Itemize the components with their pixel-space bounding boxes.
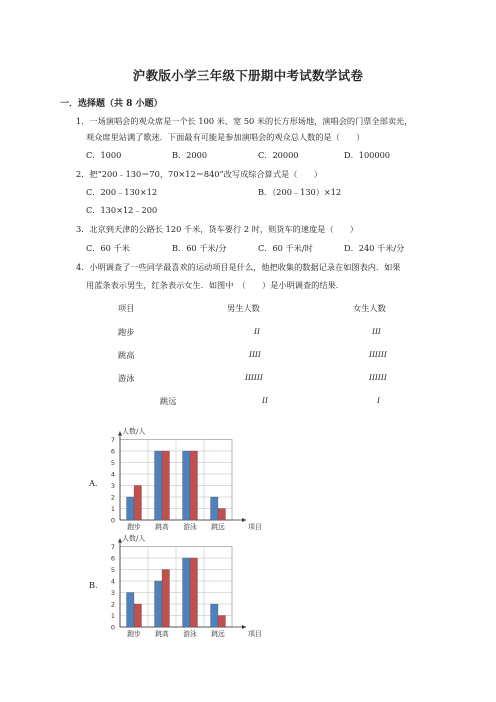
chart-b-y-tick-label: 7: [110, 543, 115, 551]
q3-line1: 3．北京到天津的公路长 120 千米，货车要行 2 时，则货车的速度是（ ）: [76, 224, 359, 234]
chart-a-y-axis-label: 人数/人: [122, 427, 146, 436]
chart-b-y-tick-label: 2: [110, 600, 115, 609]
chart-b-x-tick-label: 游泳: [183, 630, 197, 638]
chart-a-bar: [134, 486, 142, 521]
q2-option-a[interactable]: C．200﹣130×12: [86, 187, 158, 197]
q4-line2: 用蓝条表示男生，红条表示女生．如图中 （ ）是小明调查的结果．: [86, 280, 344, 290]
q3-option-b[interactable]: B．60 千米/分: [172, 243, 227, 253]
q3-option-a[interactable]: C．60 千米: [86, 243, 130, 253]
q2-line1: 2．把“200﹣130＝70，70×12＝840”改写成综合算式是（ ）: [76, 169, 322, 179]
chart-a-x-tick-label: 游泳: [183, 523, 197, 531]
chart-a-bar: [211, 497, 219, 520]
table-row-label: 跳远: [160, 396, 177, 406]
q4-line1: 4．小明调查了一些同学最喜欢的运动项目是什么，他把收集的数据记录在如图表内．如果: [76, 262, 401, 272]
chart-a-y-tick-label: 6: [110, 447, 115, 456]
chart-a-bar: [190, 451, 198, 520]
chart-b-x-tick-label: 跑步: [127, 630, 141, 638]
chart-b-y-tick-label: 5: [110, 566, 115, 574]
chart-b-y-tick-label: 6: [110, 554, 115, 563]
chart-a-x-tick-label: 跑步: [127, 523, 141, 531]
table-row-label: 游泳: [118, 373, 135, 383]
chart-b-y-tick-label: 0: [110, 623, 115, 632]
chart-b-y-axis-label: 人数/人: [122, 534, 146, 543]
chart-b-x-tick-label: 跳远: [211, 630, 225, 638]
chart-a-y-tick-label: 2: [110, 493, 115, 502]
chart-b-x-axis-arrow: [242, 625, 246, 629]
chart-b-x-axis-label: 项目: [248, 630, 262, 638]
table-cell-tally: IIIIII: [369, 373, 387, 382]
q2-option-c[interactable]: C．130×12﹣200: [86, 205, 158, 215]
chart-a-bar: [162, 451, 170, 520]
chart-a-x-axis-arrow: [242, 518, 246, 522]
chart-a-x-tick-label: 跳高: [155, 523, 169, 531]
chart-b-bar: [155, 581, 163, 627]
chart-a-y-tick-label: 5: [110, 459, 115, 467]
chart-b-bar: [134, 604, 142, 627]
q1-option-c[interactable]: C．20000: [258, 150, 299, 160]
bar-chart-b: [96, 532, 276, 644]
chart-b-y-tick-label: 3: [110, 589, 115, 597]
table-cell-tally: IIIIII: [245, 373, 263, 382]
q1-line1: 1．一场演唱会的观众席是一个长 100 米、宽 50 米的长方形场地，演唱会的门票全部卖光，: [76, 116, 413, 126]
chart-a-bar: [127, 497, 135, 520]
section-heading: 一．选择题（共 8 小题）: [60, 99, 163, 109]
table-header-boys: 男生人数: [227, 303, 260, 313]
chart-a-y-tick-label: 1: [110, 505, 115, 513]
chart-a-y-tick-label: 7: [110, 436, 115, 444]
chart-a-y-tick-label: 0: [110, 516, 115, 525]
q3-option-d[interactable]: D．240 千米/分: [344, 243, 405, 253]
q2-option-b[interactable]: B．（200﹣130）×12: [258, 187, 342, 197]
table-row-label: 跑步: [118, 327, 135, 337]
chart-a-bar: [183, 451, 191, 520]
chart-a-x-tick-label: 跳远: [211, 523, 225, 531]
q1-option-b[interactable]: B．2000: [172, 150, 208, 160]
chart-a-x-axis-label: 项目: [248, 523, 262, 531]
page-title: 沪教版小学三年级下册期中考试数学试卷: [132, 68, 364, 83]
chart-b-bar: [190, 558, 198, 627]
table-cell-tally: IIII: [249, 350, 261, 359]
chart-b-bar: [211, 604, 219, 627]
table-header-item: 项目: [118, 303, 135, 313]
chart-a-label[interactable]: A.: [89, 478, 98, 488]
q1-line2: 观众席里站满了歌迷．下面最有可能是参加演唱会的观众总人数的是（ ）: [86, 132, 365, 142]
table-cell-tally: III: [372, 327, 381, 336]
chart-b-bar: [127, 593, 135, 628]
chart-a-bar: [218, 509, 226, 521]
table-header-girls: 女生人数: [353, 303, 386, 313]
table-cell-tally: IIIIII: [369, 350, 387, 359]
chart-b-bar: [162, 570, 170, 628]
chart-b-bar: [183, 558, 191, 627]
chart-b-label[interactable]: B.: [89, 580, 98, 590]
q1-option-a[interactable]: C．1000: [86, 150, 122, 160]
table-cell-tally: II: [254, 327, 260, 336]
chart-b-y-tick-label: 4: [110, 577, 115, 586]
chart-a-bar: [155, 451, 163, 520]
table-cell-tally: II: [262, 396, 268, 405]
chart-b-y-tick-label: 1: [110, 612, 115, 620]
chart-b-bar: [218, 616, 226, 628]
q3-option-c[interactable]: C．60 千米/时: [258, 243, 313, 253]
table-row-label: 跳高: [118, 350, 135, 360]
table-cell-tally: I: [377, 396, 380, 405]
chart-a-y-tick-label: 3: [110, 482, 115, 490]
bar-chart-a: [96, 425, 276, 537]
q1-option-d[interactable]: D．100000: [344, 150, 391, 160]
chart-a-y-tick-label: 4: [110, 470, 115, 479]
chart-b-x-tick-label: 跳高: [155, 630, 169, 638]
